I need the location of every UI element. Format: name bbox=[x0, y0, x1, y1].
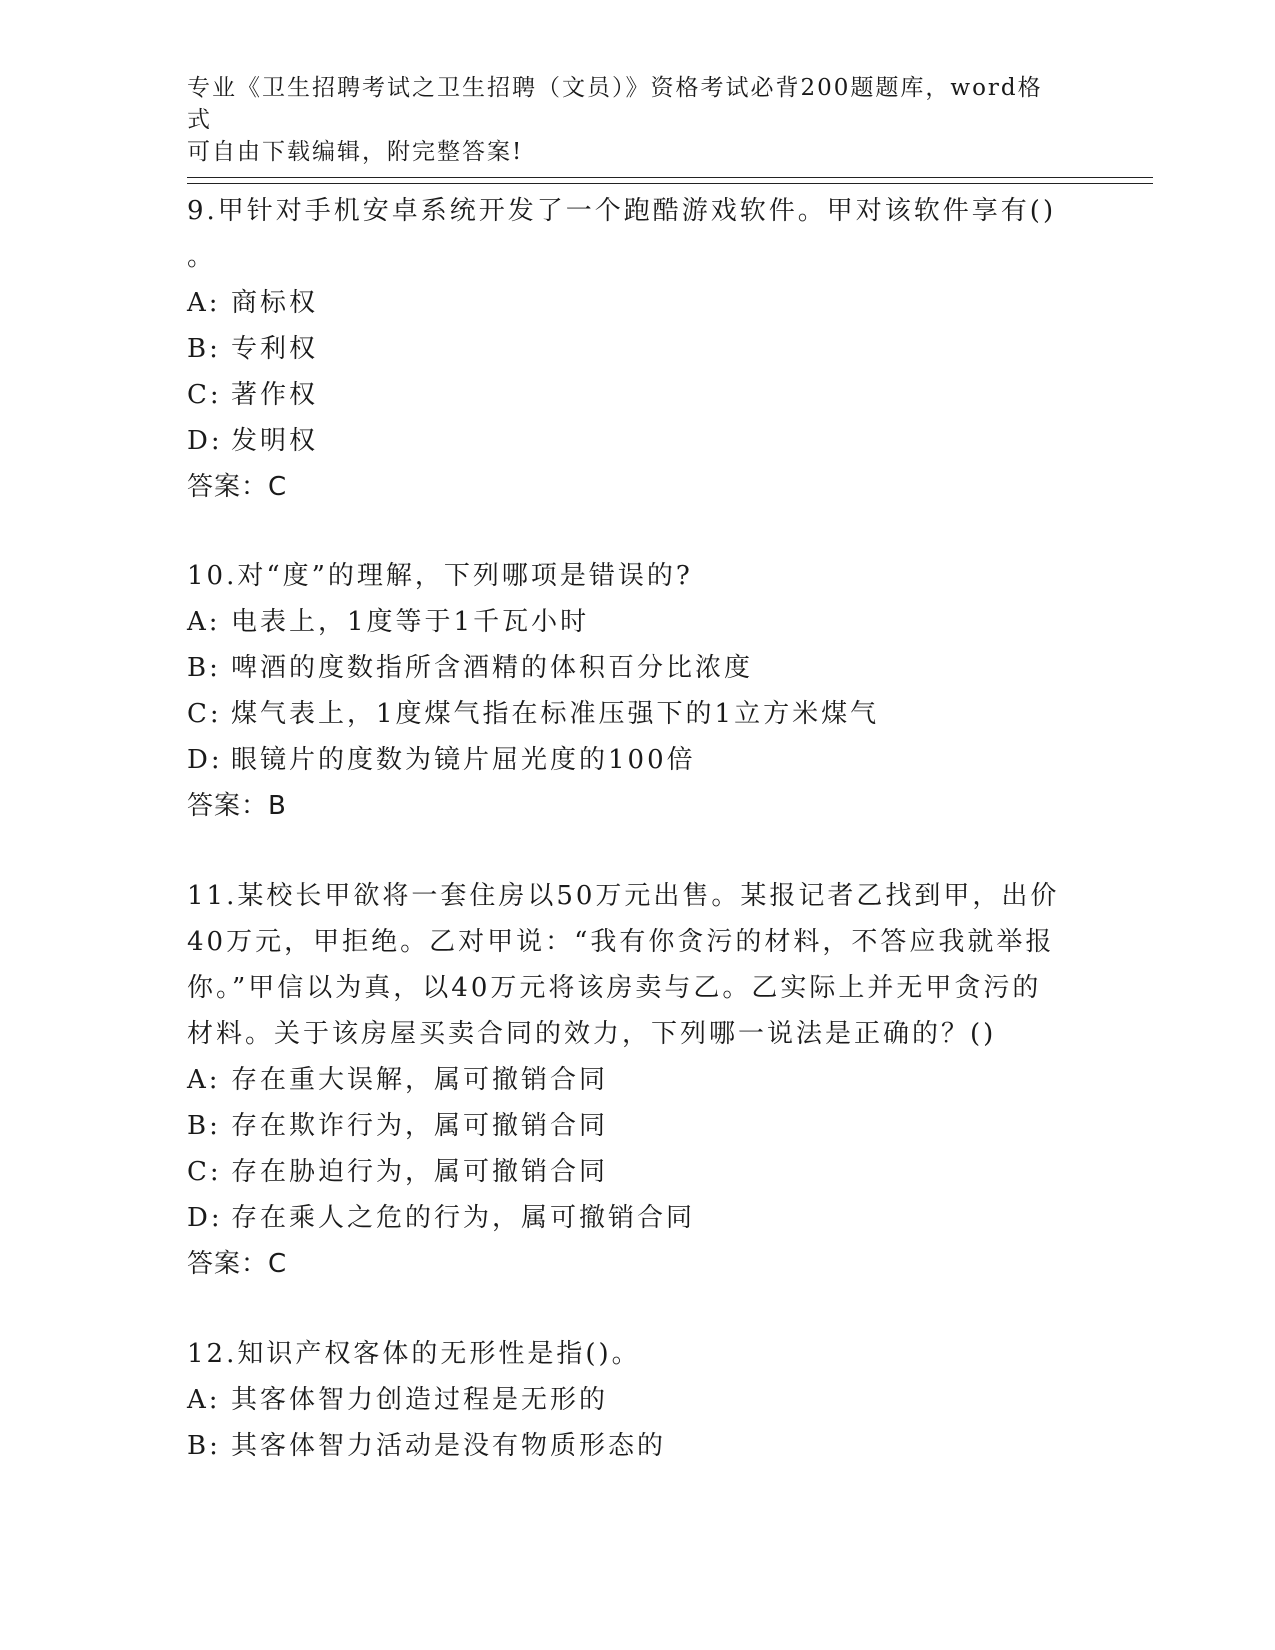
option-text: 眼镜片的度数为镜片屈光度的100倍 bbox=[231, 745, 696, 775]
option-d bbox=[187, 737, 1087, 783]
answer-line: 答案：B bbox=[187, 791, 287, 821]
option-a bbox=[187, 599, 1087, 645]
question-stem bbox=[187, 188, 1087, 280]
option-text: 专利权 bbox=[231, 334, 319, 364]
question-10 bbox=[187, 553, 1087, 829]
option-c bbox=[187, 691, 1087, 737]
option-key: B: bbox=[187, 1111, 221, 1141]
question-stem bbox=[187, 873, 1087, 1057]
option-key: D: bbox=[187, 1203, 223, 1233]
option-a bbox=[187, 1057, 1087, 1103]
option-key: B: bbox=[187, 1431, 221, 1461]
option-text: 存在重大误解，属可撤销合同 bbox=[231, 1065, 609, 1095]
header-divider-top bbox=[187, 177, 1153, 178]
question-12 bbox=[187, 1331, 1087, 1469]
option-key: C: bbox=[187, 380, 222, 410]
option-key: A: bbox=[187, 288, 221, 318]
option-key: A: bbox=[187, 1065, 221, 1095]
option-text: 其客体智力创造过程是无形的 bbox=[231, 1385, 609, 1415]
option-text: 煤气表上，1度煤气指在标准压强下的1立方米煤气 bbox=[231, 699, 880, 729]
header-line-2: 可自由下载编辑，附完整答案! bbox=[187, 139, 524, 165]
header-line-1: 专业《卫生招聘考试之卫生招聘（文员）》资格考试必背200题题库，word格式 bbox=[187, 75, 1043, 133]
option-d bbox=[187, 1195, 1087, 1241]
question-9 bbox=[187, 188, 1087, 510]
stem-line: 40万元，甲拒绝。乙对甲说：“我有你贪污的材料，不答应我就举报 bbox=[187, 927, 1055, 957]
stem-line: 你。”甲信以为真，以40万元将该房卖与乙。乙实际上并无甲贪污的 bbox=[187, 973, 1042, 1003]
option-b bbox=[187, 326, 1087, 372]
stem-line: 11.某校长甲欲将一套住房以50万元出售。某报记者乙找到甲，出价 bbox=[187, 881, 1060, 911]
option-text: 电表上，1度等于1千瓦小时 bbox=[231, 607, 590, 637]
stem-line: 。 bbox=[187, 242, 217, 272]
stem-line: 12.知识产权客体的无形性是指()。 bbox=[187, 1339, 641, 1369]
option-key: D: bbox=[187, 745, 223, 775]
option-text: 存在欺诈行为，属可撤销合同 bbox=[231, 1111, 609, 1141]
stem-line: 9.甲针对手机安卓系统开发了一个跑酷游戏软件。甲对该软件享有() bbox=[187, 196, 1057, 226]
option-c bbox=[187, 1149, 1087, 1195]
option-text: 商标权 bbox=[231, 288, 319, 318]
question-11 bbox=[187, 873, 1087, 1287]
option-b bbox=[187, 1423, 1087, 1469]
option-d bbox=[187, 418, 1087, 464]
document-header bbox=[187, 72, 1067, 168]
stem-line: 10.对“度”的理解，下列哪项是错误的? bbox=[187, 561, 693, 591]
option-key: A: bbox=[187, 607, 221, 637]
option-key: C: bbox=[187, 1157, 222, 1187]
option-text: 著作权 bbox=[231, 380, 319, 410]
option-key: C: bbox=[187, 699, 222, 729]
question-stem bbox=[187, 553, 1087, 599]
option-a bbox=[187, 1377, 1087, 1423]
option-key: A: bbox=[187, 1385, 221, 1415]
option-text: 啤酒的度数指所含酒精的体积百分比浓度 bbox=[231, 653, 754, 683]
option-text: 存在乘人之危的行为，属可撤销合同 bbox=[231, 1203, 696, 1233]
option-text: 其客体智力活动是没有物质形态的 bbox=[231, 1431, 667, 1461]
option-key: D: bbox=[187, 426, 223, 456]
option-b bbox=[187, 1103, 1087, 1149]
answer-line: 答案：C bbox=[187, 472, 288, 502]
stem-line: 材料。关于该房屋买卖合同的效力，下列哪一说法是正确的？() bbox=[187, 1019, 997, 1049]
option-text: 存在胁迫行为，属可撤销合同 bbox=[231, 1157, 609, 1187]
question-stem bbox=[187, 1331, 1087, 1377]
answer-line: 答案：C bbox=[187, 1249, 288, 1279]
option-text: 发明权 bbox=[231, 426, 319, 456]
option-b bbox=[187, 645, 1087, 691]
option-key: B: bbox=[187, 653, 221, 683]
option-key: B: bbox=[187, 334, 221, 364]
option-c bbox=[187, 372, 1087, 418]
header-divider-bottom bbox=[187, 183, 1153, 184]
option-a bbox=[187, 280, 1087, 326]
